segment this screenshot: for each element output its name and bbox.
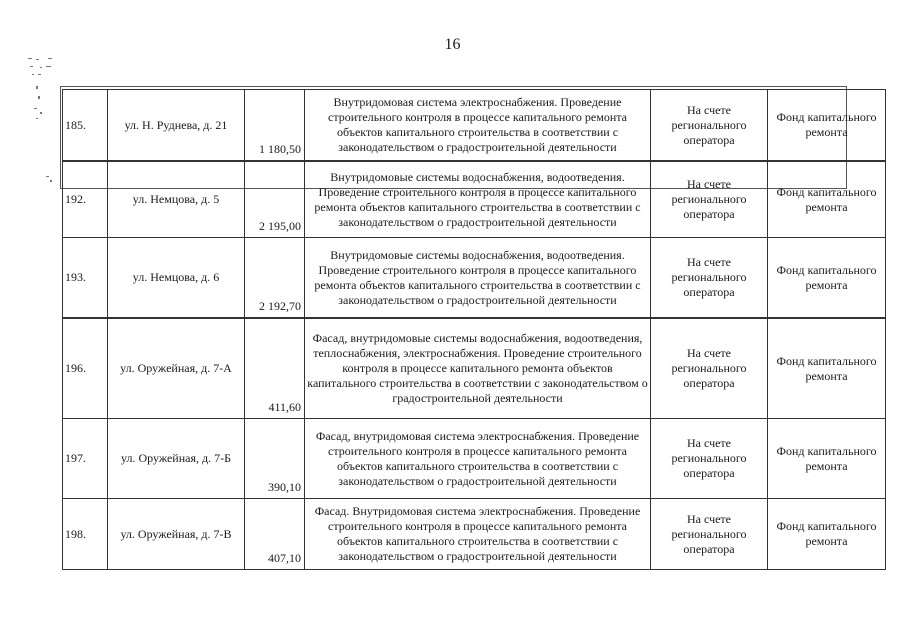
row-number: 196. — [63, 319, 108, 419]
fund-cell: Фонд капитального ремонта — [768, 162, 886, 238]
area-cell: 411,60 — [245, 319, 305, 419]
works-table-section-2 — [62, 161, 886, 318]
account-cell: На счете регионального оператора — [651, 499, 768, 570]
works-table-section-3 — [62, 318, 886, 570]
row-number: 197. — [63, 419, 108, 499]
table-row — [63, 499, 886, 570]
work-type-cell: Внутридомовая система электроснабжения. Проведение строительного контроля в процессе капитального ремонта объектов капитального строительства в соответствии с законодательством о градостроительной деятельности — [305, 90, 651, 161]
address-cell: ул. Немцова, д. 5 — [108, 162, 245, 238]
account-cell: На счете регионального оператора — [651, 162, 768, 238]
table-row — [63, 419, 886, 499]
address-cell: ул. Н. Руднева, д. 21 — [108, 90, 245, 161]
fund-cell: Фонд капитального ремонта — [768, 90, 886, 161]
work-type-cell: Внутридомовые системы водоснабжения, водоотведения. Проведение строительного контроля в процессе капитального ремонта объектов капитального строительства в соответствии с законодательством о градостроительной деятельности — [305, 238, 651, 318]
area-cell: 390,10 — [245, 419, 305, 499]
address-cell: ул. Оружейная, д. 7-В — [108, 499, 245, 570]
fund-cell: Фонд капитального ремонта — [768, 419, 886, 499]
address-cell: ул. Немцова, д. 6 — [108, 238, 245, 318]
page-number: 16 — [444, 36, 461, 53]
account-cell: На счете регионального оператора — [651, 419, 768, 499]
table-row — [63, 90, 886, 161]
row-number: 185. — [63, 90, 108, 161]
area-cell: 1 180,50 — [245, 90, 305, 161]
row-number: 198. — [63, 499, 108, 570]
account-cell: На счете регионального оператора — [651, 90, 768, 161]
work-type-cell: Фасад. Внутридомовая система электроснабжения. Проведение строительного контроля в процессе капитального ремонта объектов капитального строительства в соответствии с законодательством о градостроительной деятельности — [305, 499, 651, 570]
area-cell: 407,10 — [245, 499, 305, 570]
table-row — [63, 238, 886, 318]
fund-cell: Фонд капитального ремонта — [768, 499, 886, 570]
work-type-cell: Фасад, внутридомовая система электроснабжения. Проведение строительного контроля в процессе капитального ремонта объектов капитального строительства в соответствии с законодательством о градостроительной деятельности — [305, 419, 651, 499]
account-cell: На счете регионального оператора — [651, 238, 768, 318]
row-number: 193. — [63, 238, 108, 318]
area-cell: 2 195,00 — [245, 162, 305, 238]
fund-cell: Фонд капитального ремонта — [768, 238, 886, 318]
row-number: 192. — [63, 162, 108, 238]
account-cell: На счете регионального оператора — [651, 319, 768, 419]
table-row — [63, 319, 886, 419]
work-type-cell: Внутридомовые системы водоснабжения, водоотведения. Проведение строительного контроля в процессе капитального ремонта объектов капитального строительства в соответствии с законодательством о градостроительной деятельности — [305, 162, 651, 238]
work-type-cell: Фасад, внутридомовые системы водоснабжения, водоотведения, теплоснабжения, электроснабжения. Проведение строительного контроля в процессе капитального ремонта объектов капитального строительства в соответствии с законодательством о градостроительной деятельности — [305, 319, 651, 419]
fund-cell: Фонд капитального ремонта — [768, 319, 886, 419]
address-cell: ул. Оружейная, д. 7-А — [108, 319, 245, 419]
address-cell: ул. Оружейная, д. 7-Б — [108, 419, 245, 499]
works-table-section-1 — [62, 89, 886, 161]
area-cell: 2 192,70 — [245, 238, 305, 318]
table-row — [63, 162, 886, 238]
